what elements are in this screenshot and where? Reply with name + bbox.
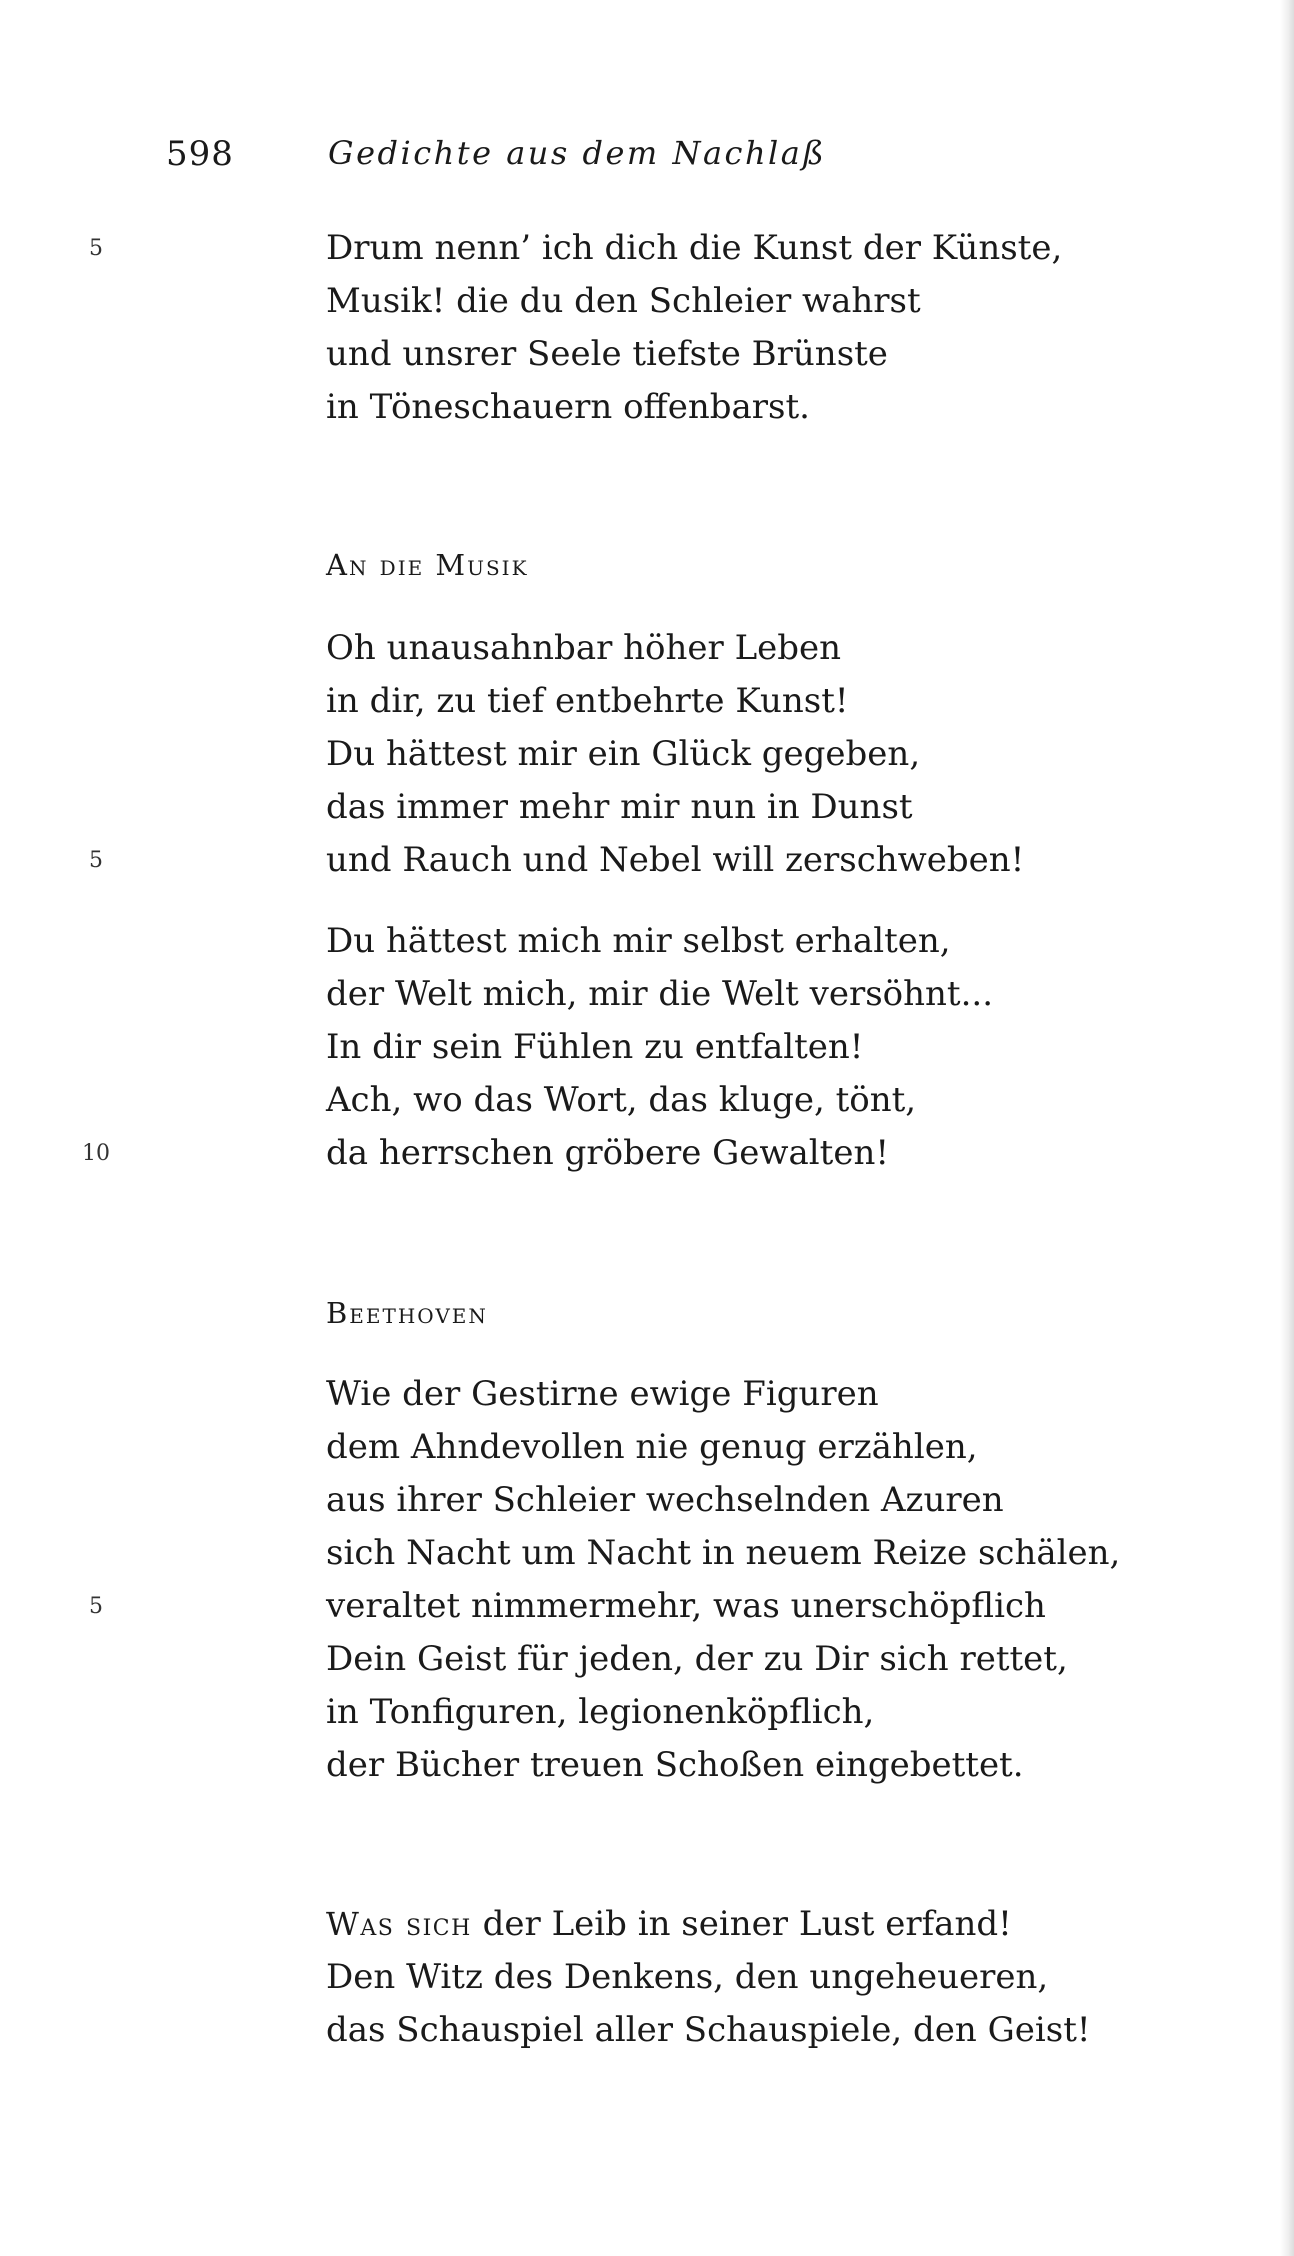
poem-line <box>0 381 1280 434</box>
poem-line <box>0 781 1280 834</box>
line-text: und Rauch und Nebel will zerschweben! <box>326 840 1025 880</box>
poem-line <box>0 1633 1280 1686</box>
line-text: veraltet nimmermehr, was unerschöpflich <box>326 1586 1046 1626</box>
poem-line <box>0 1021 1280 1074</box>
poem-line <box>0 222 1280 275</box>
line-text: Wie der Gestirne ewige Figuren <box>326 1374 879 1414</box>
fragment-stanza <box>0 222 1280 434</box>
line-text: Du hättest mir ein Glück gegeben, <box>326 734 921 774</box>
line-text: und unsrer Seele tiefste Brünste <box>326 334 888 374</box>
line-number: 5 <box>89 236 103 261</box>
line-text: In dir sein Fühlen zu entfalten! <box>326 1027 864 1067</box>
poem-line <box>0 1474 1280 1527</box>
line-text: Ach, wo das Wort, das kluge, tönt, <box>326 1080 917 1120</box>
poem-line <box>0 968 1280 1021</box>
poem-title-beethoven: Beethoven <box>326 1296 488 1330</box>
poem-line <box>0 1127 1280 1180</box>
was-sich-stanza <box>0 1898 1280 2057</box>
running-title: Gedichte aus dem Nachlaß <box>328 134 827 172</box>
line-number: 5 <box>89 1594 103 1619</box>
poem-line <box>0 728 1280 781</box>
line-text: da herrschen gröbere Gewalten! <box>326 1133 890 1173</box>
poem-line <box>0 1368 1280 1421</box>
line-text <box>326 1898 1012 1951</box>
page-number: 598 <box>166 134 234 174</box>
poem-line <box>0 1686 1280 1739</box>
poem-line <box>0 1739 1280 1792</box>
poem-line <box>0 915 1280 968</box>
line-text: in Tonfiguren, legionenköpflich, <box>326 1692 875 1732</box>
line-number: 10 <box>82 1141 110 1166</box>
line-text: in dir, zu tief entbehrte Kunst! <box>326 681 849 721</box>
poem-line <box>0 328 1280 381</box>
an-die-musik-stanza-2 <box>0 915 1280 1180</box>
line-text: das immer mehr mir nun in Dunst <box>326 787 913 827</box>
line-text: der Welt mich, mir die Welt versöhnt... <box>326 974 994 1014</box>
poem-title-an-die-musik: An die Musik <box>326 548 529 582</box>
line-text: Oh unausahnbar höher Leben <box>326 628 842 668</box>
poem-line <box>0 1898 1280 1951</box>
line-text: aus ihrer Schleier wechselnden Azuren <box>326 1480 1004 1520</box>
line-text: Drum nenn’ ich dich die Kunst der Künste, <box>326 228 1063 268</box>
first-words-small-caps: Was sich <box>326 1905 472 1943</box>
line-text: der Bücher treuen Schoßen eingebettet. <box>326 1745 1024 1785</box>
poem-line <box>0 1951 1280 2004</box>
poem-line <box>0 1580 1280 1633</box>
poem-line <box>0 2004 1280 2057</box>
running-head <box>0 134 1294 184</box>
poem-line <box>0 675 1280 728</box>
line-text: dem Ahndevollen nie genug erzählen, <box>326 1427 978 1467</box>
an-die-musik-stanza-1 <box>0 622 1280 887</box>
line-text: Musik! die du den Schleier wahrst <box>326 281 921 321</box>
poem-line <box>0 622 1280 675</box>
line-text: Du hättest mich mir selbst erhalten, <box>326 921 951 961</box>
poem-line <box>0 1527 1280 1580</box>
line-text: Den Witz des Denkens, den ungeheueren, <box>326 1957 1049 1997</box>
poem-line <box>0 1421 1280 1474</box>
poem-line <box>0 275 1280 328</box>
poem-line <box>0 1074 1280 1127</box>
line-text: das Schauspiel aller Schauspiele, den Geist! <box>326 2010 1091 2050</box>
line-number: 5 <box>89 848 103 873</box>
beethoven-stanza <box>0 1368 1280 1792</box>
line-remainder: der Leib in seiner Lust erfand! <box>482 1904 1012 1944</box>
line-text: Dein Geist für jeden, der zu Dir sich rettet, <box>326 1639 1068 1679</box>
poem-line <box>0 834 1280 887</box>
line-text: sich Nacht um Nacht in neuem Reize schälen, <box>326 1533 1121 1573</box>
page-gutter-shadow <box>1280 0 1294 2256</box>
line-text: in Töneschauern offenbarst. <box>326 387 810 427</box>
